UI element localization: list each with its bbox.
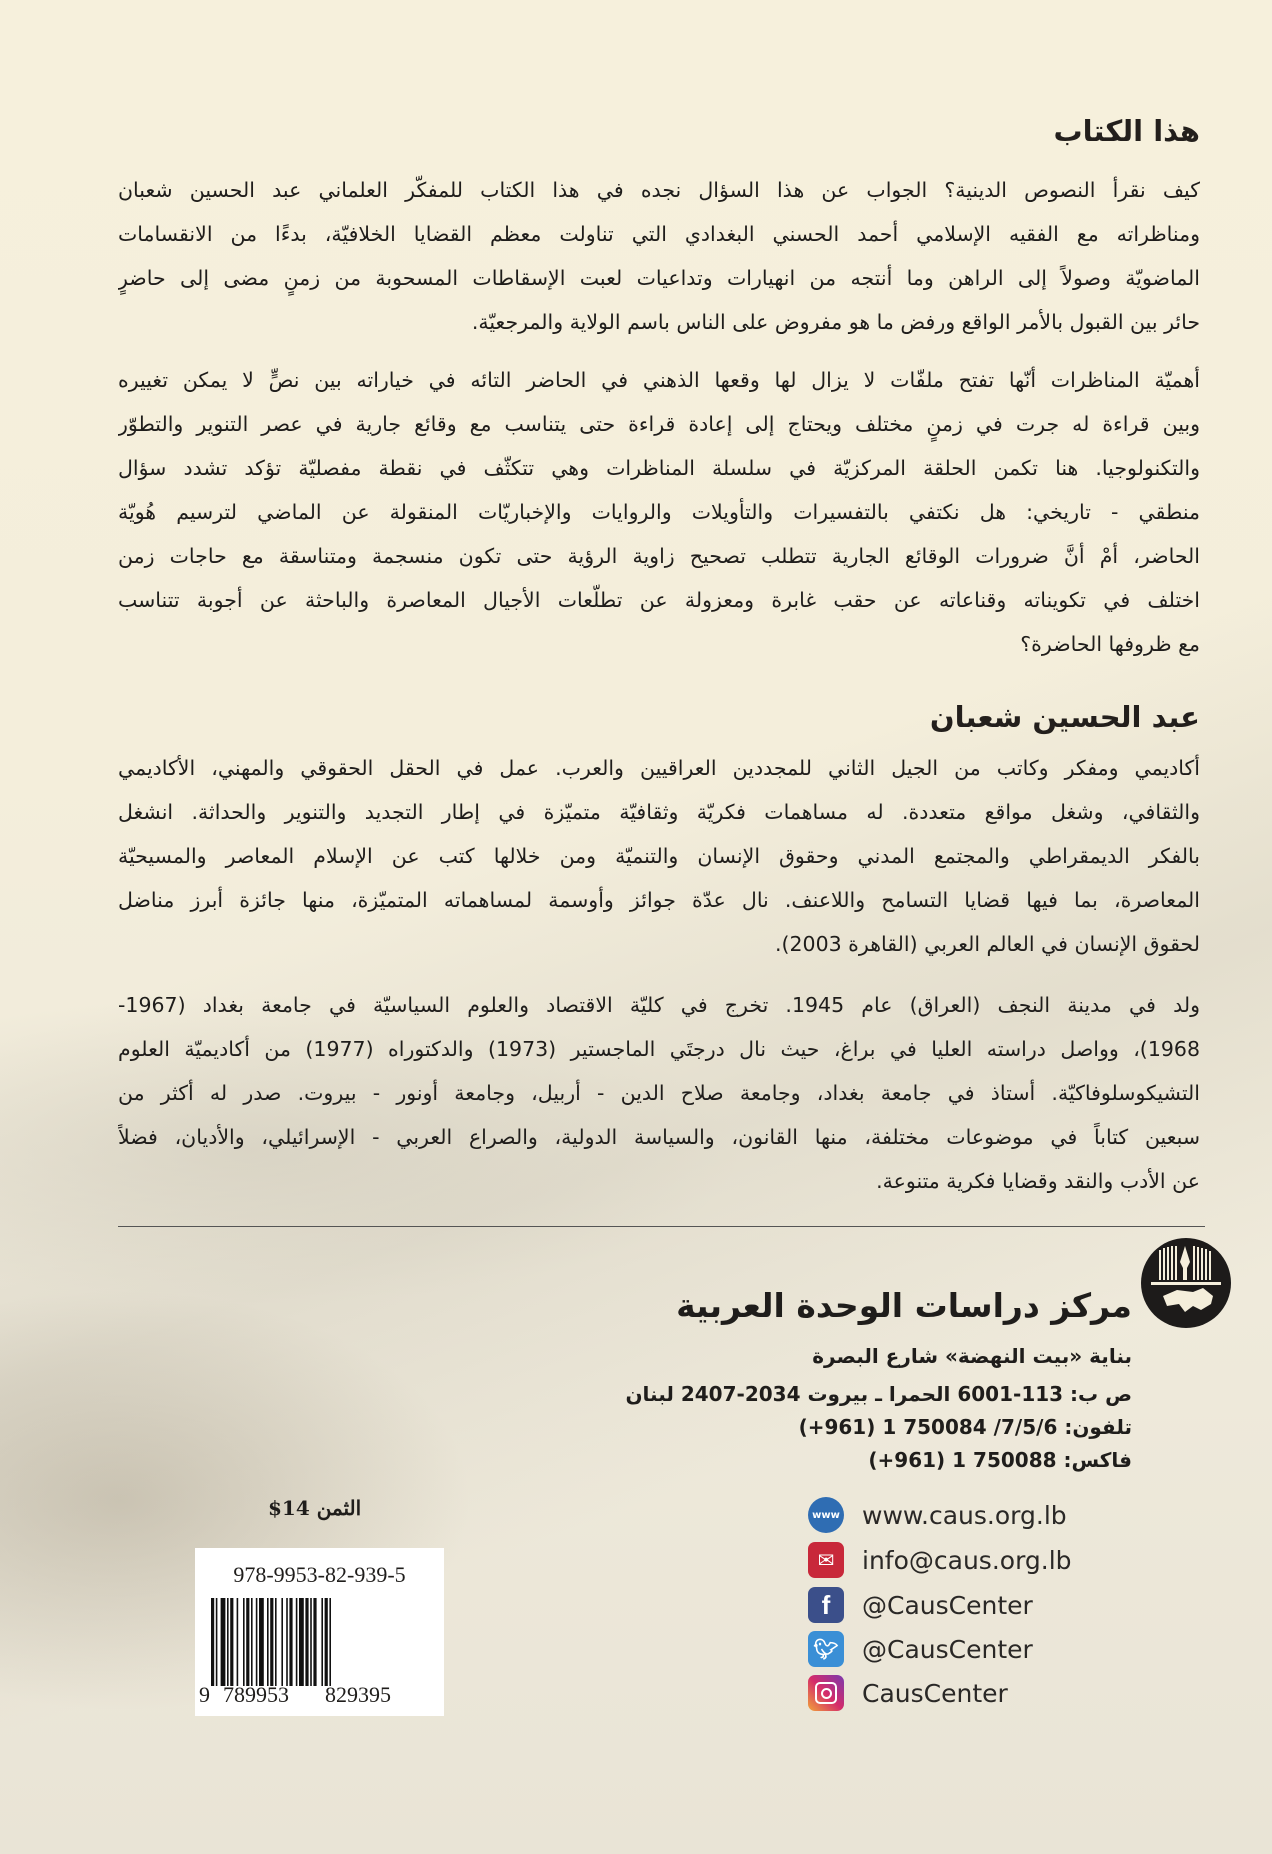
mail-icon: ✉	[808, 1542, 844, 1578]
publisher-phone: تلفون: 7/5/6/ 750084 1 (961+)	[798, 1415, 1132, 1439]
barcode-bar	[237, 1598, 239, 1686]
barcode-bar	[275, 1598, 277, 1686]
barcode-bar	[310, 1598, 312, 1686]
barcode-bar	[305, 1598, 308, 1686]
text-line: حائر بين القبول بالأمر الواقع ورفض ما هو مفروض على الناس باسم الولاية والمرجعيّة.	[471, 310, 1200, 334]
text-line: الماضويّة وصولاً إلى الراهن وما أنتجه من انهيارات وتداعيات لعبت الإسقاطات المسحوبة من زمنٍ مضى إلى حاضرٍ	[118, 266, 1200, 290]
contact-website[interactable]	[808, 1496, 1067, 1534]
text-line: وبين قراءة له جرت في زمنٍ مختلف ويحتاج إلى إعادة قراءة حتى يتناسب مع وقائع جارية في عصر التنوير والتطوّر	[118, 412, 1200, 436]
barcode-bar	[286, 1598, 288, 1686]
text-line: مع ظروفها الحاضرة؟	[1020, 632, 1200, 656]
text-line: الحاضر، أمْ أنَّ ضرورات الوقائع الجارية تتطلب تصحيح زاوية الرؤية حتى تكون منسجمة ومتناسقة مع حاجات زمن	[118, 544, 1200, 568]
publisher-po-box: ص ب: 113-6001 الحمرا ـ بيروت 2034-2407 لبنان	[625, 1382, 1132, 1406]
barcode-bar	[329, 1598, 331, 1686]
text-line: اختلف في تكويناته وقناعاته عن حقب غابرة ومعزولة عن تطلّعات الأجيال المعاصرة والباحثة عن أجوبة تتناسب	[118, 588, 1200, 612]
publisher-fax: فاكس: 750088 1 (961+)	[868, 1448, 1132, 1472]
instagram-link[interactable]: CausCenter	[862, 1678, 1008, 1708]
barcode-bar	[289, 1598, 292, 1686]
about-book-heading: هذا الكتاب	[1053, 114, 1200, 148]
barcode-bar	[211, 1598, 214, 1686]
text-line: ومناظراته مع الفقيه الإسلامي أحمد الحسني البغدادي التي تناولت معظم القضايا الخلافيّة، بدءًا من الانقسامات	[118, 222, 1200, 246]
twitter-link[interactable]: @CausCenter	[862, 1634, 1033, 1664]
publisher-logo	[1141, 1238, 1231, 1328]
barcode-bar	[216, 1598, 218, 1686]
contact-email[interactable]	[808, 1541, 1072, 1579]
barcode-bar	[259, 1598, 264, 1686]
facebook-icon: f	[808, 1587, 844, 1623]
isbn-number: 978-9953-82-939-5	[233, 1562, 406, 1587]
author-paragraph-2	[118, 983, 1200, 1203]
barcode-bar	[221, 1598, 226, 1686]
facebook-link[interactable]: @CausCenter	[862, 1590, 1033, 1620]
text-line: كيف نقرأ النصوص الدينية؟ الجواب عن هذا السؤال نجده في هذا الكتاب للمفكّر العلماني عبد الحسين شعبان	[118, 178, 1200, 202]
text-line: 1968)، وواصل دراسته العليا في براغ، حيث نال درجتَي الماجستير (1973) والدكتوراه (1977) من أكاديميّة العلوم	[118, 1037, 1200, 1061]
text-line: منطقي - تاريخي: هل نكتفي بالتفسيرات والتأويلات والروايات والإخباريّات المنقولة عن الماضي لترسيم هُويّة	[118, 500, 1200, 524]
contact-instagram[interactable]	[808, 1674, 1008, 1712]
barcode-bar	[313, 1598, 316, 1686]
contact-twitter[interactable]	[808, 1630, 1033, 1668]
divider	[118, 1226, 1205, 1227]
barcode-bar	[299, 1598, 304, 1686]
barcode-bars	[211, 1598, 427, 1686]
text-line: ولد في مدينة النجف (العراق) عام 1945. تخرج في كليّة الاقتصاد والعلوم السياسيّة في جامعة بغداد (1967-	[118, 993, 1200, 1017]
barcode-bar	[267, 1598, 269, 1686]
barcode-bar	[256, 1598, 258, 1686]
barcode-bar	[325, 1598, 328, 1686]
author-paragraph-1	[118, 746, 1200, 966]
text-line: والتكنولوجيا. هنا تكمن الحلقة المركزيّة في سلسلة المناظرات وهي تتكثّف في نقطة مفصليّة تؤكد تشدد سؤال	[118, 456, 1200, 480]
text-line: والثقافي، وشغل مواقع متعددة. له مساهمات فكريّة وثقافيّة متميّزة في إطار التجديد والتنوير والحداثة. انشغل	[118, 800, 1200, 824]
text-line: أكاديمي ومفكر وكاتب من الجيل الثاني للمجددين العراقيين والعرب. عمل في الحقل الحقوقي والمهني، الأكاديمي	[118, 756, 1200, 780]
text-line: أهميّة المناظرات أنّها تفتح ملفّات لا يزال لها وقعها الذهني في الحاضر التائه في خياراته بين نصٍّ لا يمكن تغييره	[118, 368, 1200, 392]
email-link[interactable]: info@caus.org.lb	[862, 1545, 1072, 1575]
text-line: لحقوق الإنسان في العالم العربي (القاهرة 2003).	[774, 932, 1200, 956]
barcode-bar	[243, 1598, 245, 1686]
text-line: سبعين كتاباً في موضوعات مختلفة، منها القانون، والسياسة الدولية، والصراع العربي - الإسرائيلي، والأديان، فضلاً	[118, 1125, 1200, 1149]
about-book-paragraph-2	[118, 358, 1200, 666]
text-line: المعاصرة، بما فيها قضايا التسامح واللاعنف. نال عدّة جوائز وأوسمة لمساهماته المتميّزة، منها جائزة أبرز مناضل	[118, 888, 1200, 912]
price: الثمن 14$	[268, 1496, 362, 1520]
barcode-bar	[230, 1598, 233, 1686]
barcode-bar	[321, 1598, 323, 1686]
publisher-address: بناية «بيت النهضة» شارع البصرة	[812, 1344, 1132, 1368]
isbn-barcode	[195, 1548, 444, 1716]
about-book-paragraph-1	[118, 168, 1200, 344]
barcode-digits-left: 789953	[223, 1682, 289, 1707]
barcode-bar	[227, 1598, 229, 1686]
twitter-icon: 🐦︎	[808, 1631, 844, 1667]
author-heading: عبد الحسين شعبان	[929, 700, 1200, 734]
barcode-bar	[251, 1598, 253, 1686]
barcode-bar	[246, 1598, 249, 1686]
barcode-bar	[296, 1598, 298, 1686]
text-line: التشيكوسلوفاكيّة. أستاذ في جامعة بغداد، وجامعة صلاح الدين - أربيل، وجامعة أونور - بيروت. صدر له أكثر من	[118, 1081, 1200, 1105]
instagram-icon	[808, 1675, 844, 1711]
globe-icon: www	[808, 1497, 844, 1533]
barcode-bar	[270, 1598, 273, 1686]
contact-facebook[interactable]	[808, 1586, 1033, 1624]
text-line: بالفكر الديمقراطي والمجتمع المدني وحقوق الإنسان والتنميّة ومن خلالها كتب عن الإسلام المعاصر والمسيحيّة	[118, 844, 1200, 868]
website-link[interactable]: www.caus.org.lb	[862, 1500, 1067, 1530]
text-line: عن الأدب والنقد وقضايا فكرية متنوعة.	[876, 1169, 1200, 1193]
barcode-digit-lead: 9	[199, 1682, 210, 1707]
barcode-digits-right: 829395	[325, 1682, 391, 1707]
barcode-bar	[281, 1598, 283, 1686]
publisher-name: مركز دراسات الوحدة العربية	[676, 1286, 1132, 1325]
